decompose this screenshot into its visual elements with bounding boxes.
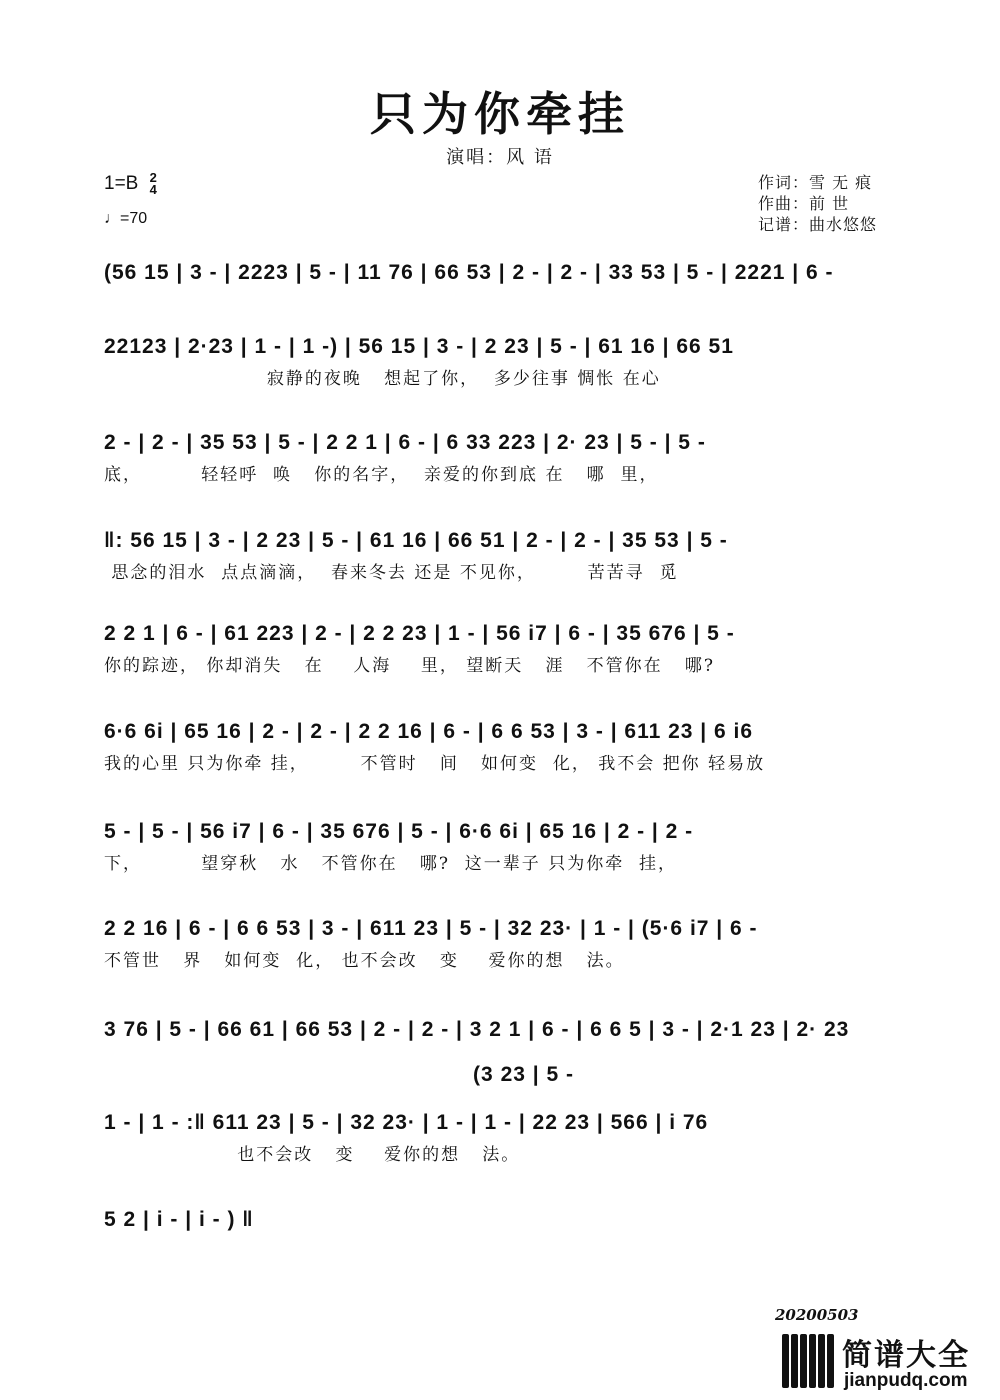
score-row-11 bbox=[104, 1203, 896, 1237]
composer-credit: 作曲：前 世 bbox=[758, 194, 850, 213]
notes: (3 23 | 5 - bbox=[104, 1063, 574, 1086]
score-row-6 bbox=[104, 715, 896, 773]
lyricist-credit: 作词：雪 无 痕 bbox=[758, 173, 873, 192]
notation-line bbox=[104, 1013, 896, 1047]
song-title: 只为你牵挂 bbox=[370, 87, 630, 141]
score-row-1 bbox=[104, 256, 896, 314]
notes: 2 2 16 | 6 - | 6 6 53 | 3 - | 611 23 | 5 - | 32 23· | 1 - | (5·6 i7 | 6 - bbox=[104, 917, 758, 940]
score-row-4 bbox=[104, 524, 896, 582]
lyrics-line: 寂静的夜晚 想起了你， 多少往事 惆怅 在心 bbox=[104, 369, 661, 389]
credits-block bbox=[758, 172, 877, 235]
lyrics-line: 底， 轻轻呼 唤 你的名字， 亲爱的你到底 在 哪 里， bbox=[104, 465, 659, 485]
notes: 3 76 | 5 - | 66 61 | 66 53 | 2 - | 2 - | 3 2 1 | 6 - | 6 6 5 | 3 - | 2·1 23 | 2· 23 bbox=[104, 1018, 850, 1041]
notation-line bbox=[104, 1058, 896, 1092]
piano-keys-icon bbox=[782, 1334, 834, 1388]
lyrics-line: 我的心里 只为你牵 挂， 不管时 间 如何变 化， 我不会 把你 轻易放 bbox=[104, 754, 766, 774]
score-row-10 bbox=[104, 1106, 896, 1164]
score-row-7 bbox=[104, 815, 896, 873]
score-row-2 bbox=[104, 330, 896, 388]
notes: 6·6 6i | 65 16 | 2 - | 2 - | 2 2 16 | 6 - | 6 6 53 | 3 - | 611 23 | 6 i6 bbox=[104, 720, 754, 743]
lyrics-line: 思念的泪水 点点滴滴， 春来冬去 还是 不见你， 苦苦寻 觅 bbox=[104, 563, 679, 583]
singer-line: 演唱：风 语 bbox=[446, 147, 554, 168]
time-bottom: 4 bbox=[149, 182, 157, 197]
notes: 2 - | 2 - | 35 53 | 5 - | 2 2 1 | 6 - | 6 33 223 | 2· 23 | 5 - | 5 - bbox=[104, 431, 706, 454]
score-row-3 bbox=[104, 426, 896, 484]
time-top: 2 bbox=[149, 170, 157, 185]
notation-line bbox=[104, 912, 896, 946]
notation-line bbox=[104, 426, 896, 460]
score-row-9 bbox=[104, 1013, 896, 1047]
site-url: jianpudq.com bbox=[844, 1370, 968, 1391]
notes: (56 15 | 3 - | 2223 | 5 - | 11 76 | 66 53 | 2 - | 2 - | 33 53 | 5 - | 2221 | 6 - bbox=[104, 261, 834, 284]
lyrics-line: 你的踪迹， 你却消失 在 人海 里， 望断天 涯 不管你在 哪? bbox=[104, 656, 715, 676]
notes: 5 - | 5 - | 56 i7 | 6 - | 35 676 | 5 - | 6·6 6i | 65 16 | 2 - | 2 - bbox=[104, 820, 694, 843]
lyrics-line: 不管世 界 如何变 化， 也不会改 变 爱你的想 法。 bbox=[104, 951, 625, 971]
notation-line bbox=[104, 815, 896, 849]
time-signature bbox=[150, 172, 157, 196]
transcription-date: 20200503 bbox=[775, 1306, 859, 1324]
score-row-8 bbox=[104, 912, 896, 970]
notation-line bbox=[104, 1203, 896, 1237]
notation-line bbox=[104, 1106, 896, 1140]
notes: ‖: 56 15 | 3 - | 2 23 | 5 - | 61 16 | 66 51 | 2 - | 2 - | 35 53 | 5 - bbox=[104, 529, 728, 552]
site-name: 简谱大全 bbox=[842, 1338, 970, 1373]
notes: 2 2 1 | 6 - | 61 223 | 2 - | 2 2 23 | 1 - | 56 i7 | 6 - | 35 676 | 5 - bbox=[104, 622, 735, 645]
notes: 22123 | 2·23 | 1 - | 1 -) | 56 15 | 3 - | 2 23 | 5 - | 61 16 | 66 51 bbox=[104, 335, 734, 358]
notation-line bbox=[104, 715, 896, 749]
notes: 1 - | 1 - :‖ 611 23 | 5 - | 32 23· | 1 - | 1 - | 22 23 | 566 | i 76 bbox=[104, 1111, 709, 1134]
key-label: 1=B bbox=[104, 173, 139, 195]
notes: 5 2 | i - | i - ) ‖ bbox=[104, 1208, 254, 1231]
notation-line bbox=[104, 256, 896, 290]
lyrics-line bbox=[104, 290, 896, 314]
score-row-9-alt bbox=[104, 1058, 896, 1092]
tempo-mark: ♩=70 bbox=[104, 210, 148, 227]
notation-line bbox=[104, 524, 896, 558]
key-signature bbox=[104, 172, 157, 196]
score-row-5 bbox=[104, 617, 896, 675]
site-logo[interactable] bbox=[782, 1330, 996, 1394]
notation-line bbox=[104, 330, 896, 364]
lyrics-line: 也不会改 变 爱你的想 法。 bbox=[104, 1145, 521, 1165]
transcriber-credit: 记谱：曲水悠悠 bbox=[758, 215, 878, 234]
lyrics-line: 下， 望穿秋 水 不管你在 哪? 这一辈子 只为你牵 挂， bbox=[104, 854, 677, 874]
notation-line bbox=[104, 617, 896, 651]
